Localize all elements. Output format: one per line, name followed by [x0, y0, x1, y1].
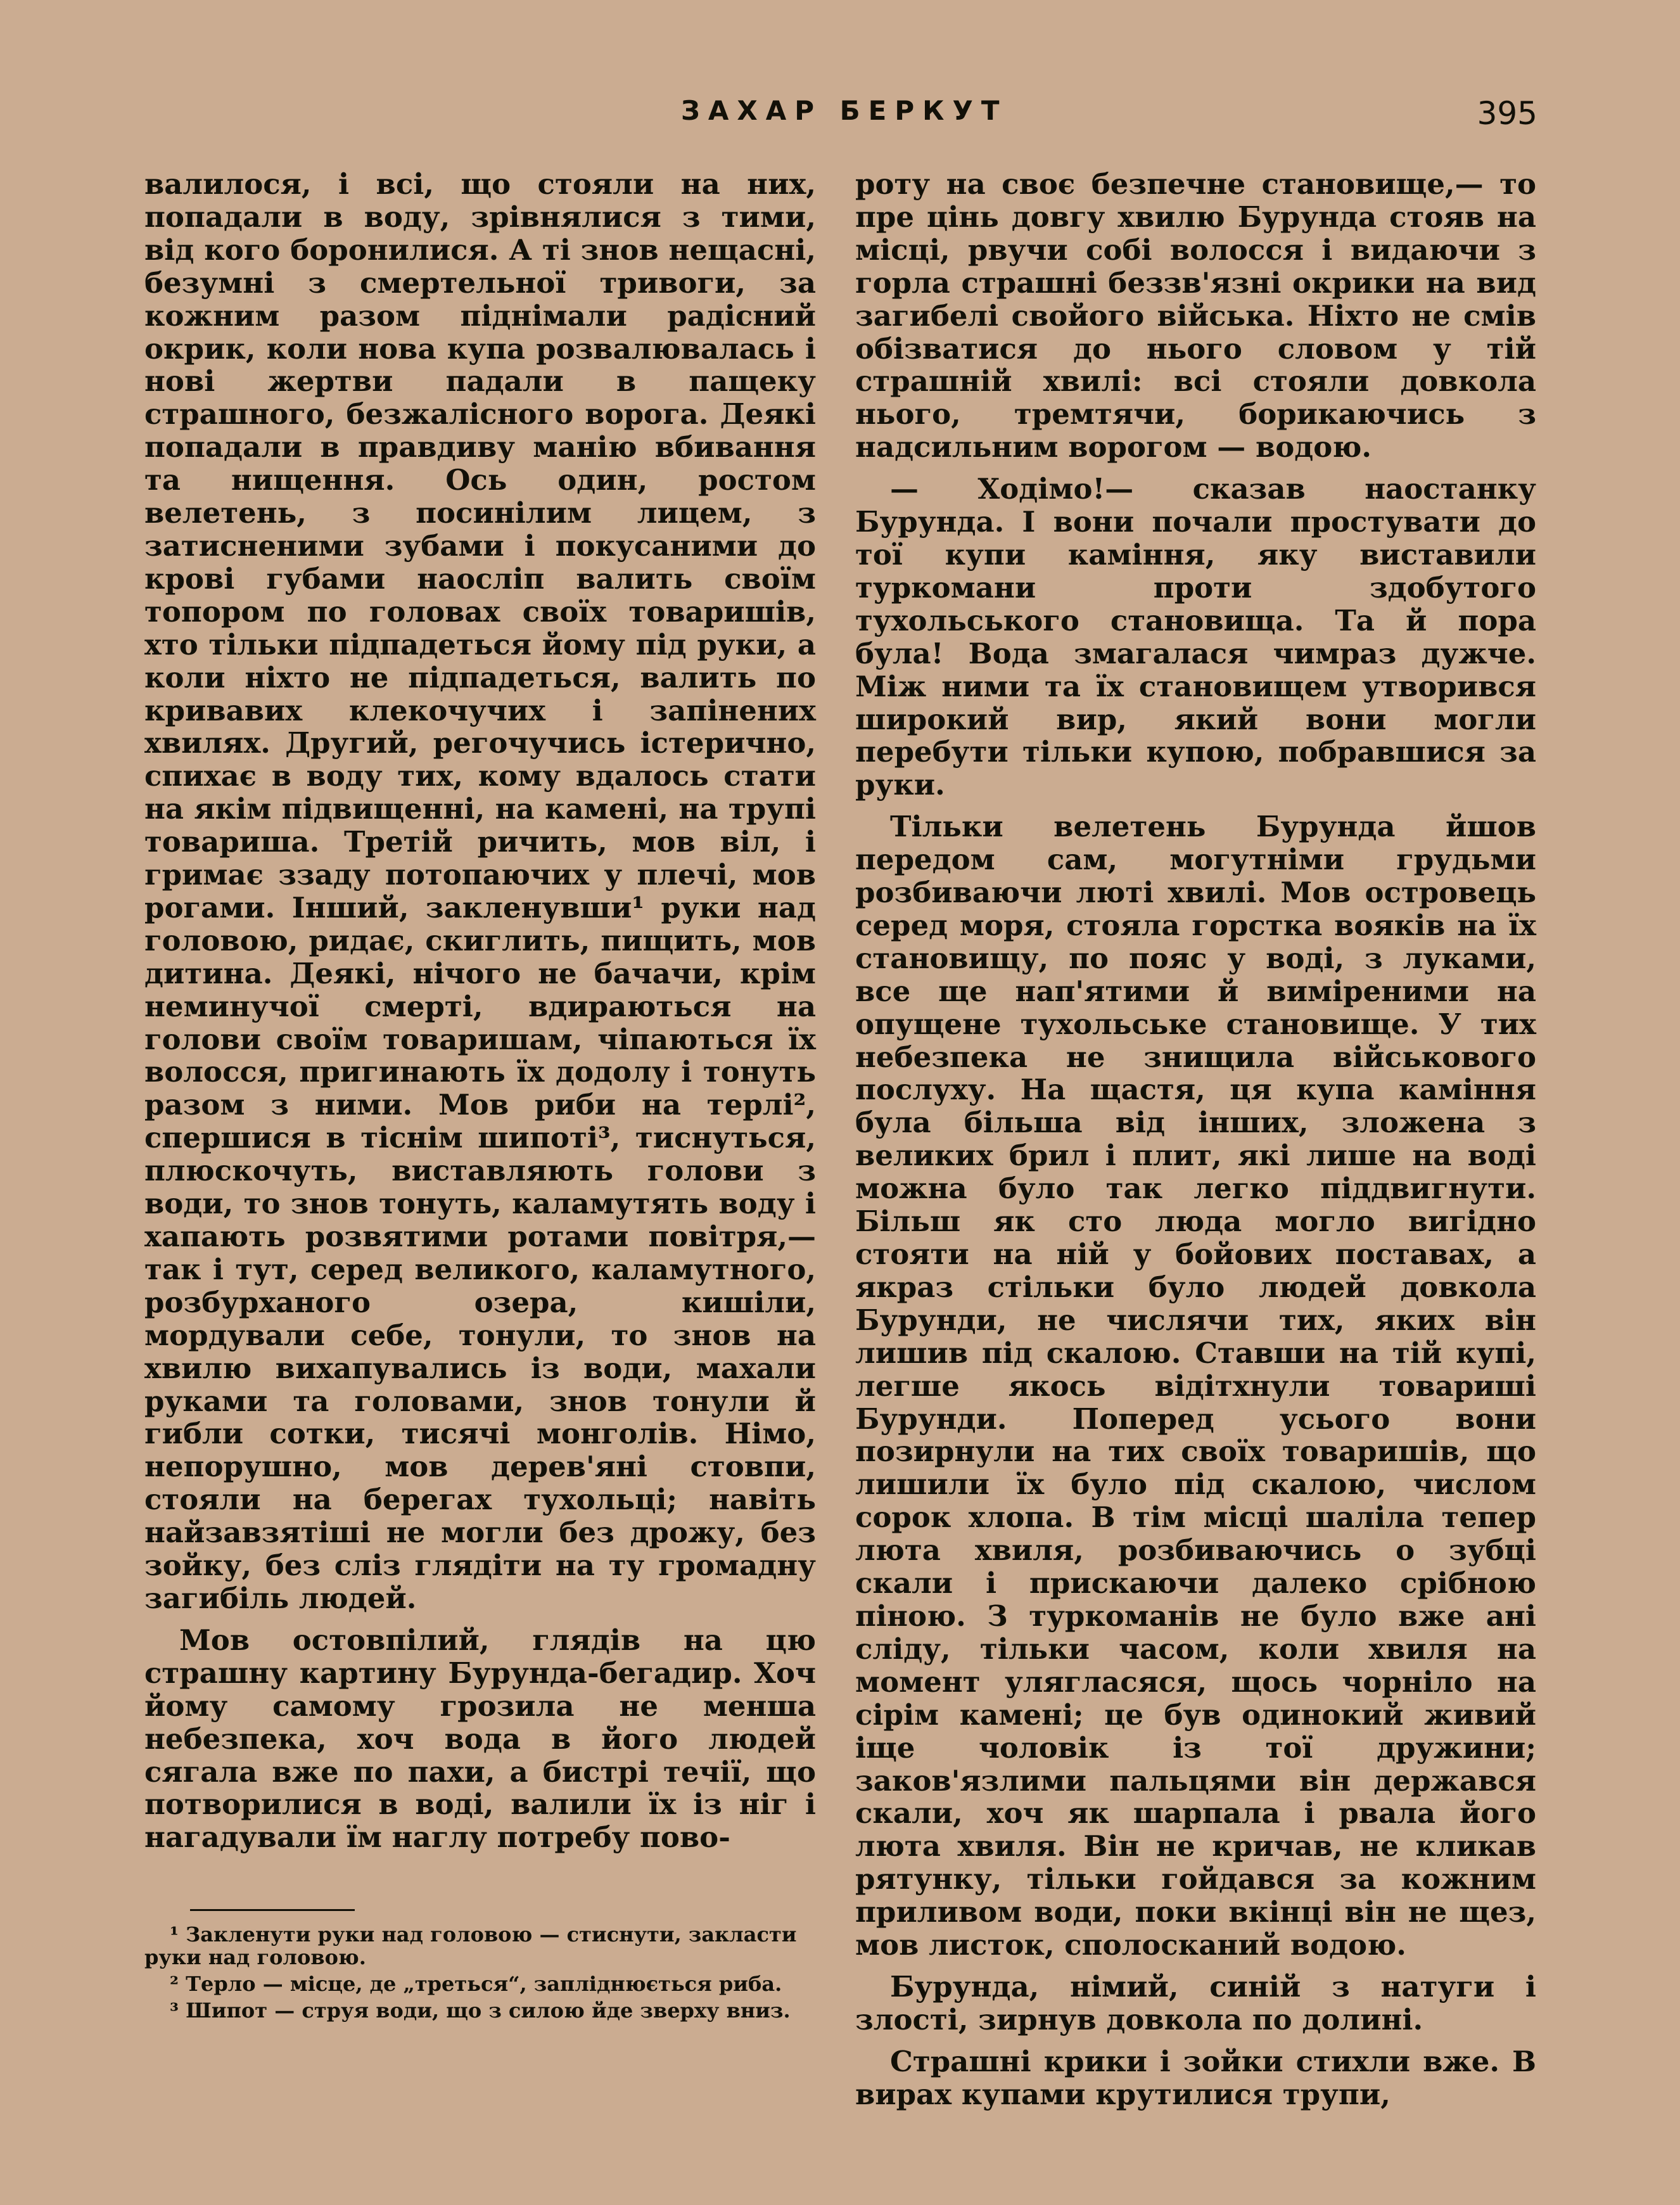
page-number: 395: [1477, 95, 1537, 132]
right-paragraph-5: Страшні крики і зойки стихли вже. В вирах купами крутилися трупи,: [855, 2044, 1536, 2111]
right-column: [855, 168, 1536, 2111]
footnote-1: ¹ Закленути руки над головою — стиснути, закласти руки над головою.: [144, 1922, 797, 1969]
footnote-3: ³ Шипот — струя води, що з силою йде зверху вниз.: [170, 1998, 791, 2023]
running-title: ЗАХАР БЕРКУТ: [681, 95, 1008, 126]
right-paragraph-3: Тільки велетень Бурунда йшов передом сам, могутніми грудьми розбиваючи люті хвилі. Мов островець серед моря, стояла горстка вояків на їх становищу, по пояс у воді, з луками, все ще нап'ятими й виміреними на опущене тухольське становище. У тих небезпека не знищила військового послуху. На щастя, ця купа каміння була більша від інших, зложена з великих брил і плит, які лише на воді можна було так легко піддвигнути. Більш як сто люда могло вигідно стояти на ній у бойових поставах, а якраз стільки було людей довкола Бурунди, не числячи тих, яких він лишив під скалою. Ставши на тій купі, легше якось відітхнули товариші Бурунди. Поперед усього вони позирнули на тих своїх товаришів, що лишили їх було під скалою, числом сорок хлопа. В тім місці шаліла тепер люта хвиля, розбиваючись о зубці скали і прискаючи далеко срібною піною. З туркоманів не було вже ані сліду, тільки часом, коли хвиля на момент улягласяся, щось чорніло на сірім камені; це був одинокий живий іще чоловік із тої дружини; заков'язлими пальцями він держався скали, хоч як шарпала і рвала його люта хвиля. Він не кричав, не кликав рятунку, тільки гойдався за кожним приливом води, поки вкінці він не щез, мов листок, сполосканий водою.: [855, 810, 1536, 1962]
left-paragraph-2: Мов остовпілий, глядів на цю страшну картину Бурунда-бегадир. Хоч йому самому грозила не менша небезпека, хоч вода в його людей сягала вже по пахи, а бистрі течії, що потворилися в воді, валили їх із ніг і нагадували їм наглу потребу пово-: [144, 1623, 816, 1855]
left-paragraph-1: валилося, і всі, що стояли на них, попадали в воду, зрівнялися з тими, від кого боронилися. А ті знов нещасні, безумні з смертельної тривоги, за кожним разом піднімали радісний окрик, коли нова купа розвалювалась і нові жертви падали в пащеку страшного, безжалісного ворога. Деякі попадали в правдиву манію вбивання та нищення. Ось один, ростом велетень, з посинілим лицем, з затисненими зубами і покусаними до крові губами наосліп валить своїм топором по головах своїх товаришів, хто тільки підпадеться йому під руки, а коли ніхто не підпадеться, валить по кривавих клекочучих і запінених хвилях. Другий, регочучись істерично, спихає в воду тих, кому вдалось стати на якім підвищенні, на камені, на трупі товариша. Третій ричить, мов віл, і гримає ззаду потопаючих у плечі, мов рогами. Інший, закленувши¹ руки над головою, ридає, скиглить, пищить, мов дитина. Деякі, нічого не бачачи, крім неминучої смерті, вдираються на голови своїм товаришам, чіпаються їх волосся, пригинають їх додолу і тонуть разом з ними. Мов риби на терлі², спершися в тіснім шипоті³, тиснуться, плюскочуть, виставляють голови з води, то знов тонуть, каламутять воду і хапають розвятими ротами повітря,— так і тут, серед великого, каламутного, розбурханого озера, кишіли, мордували себе, тонули, то знов на хвилю вихапувались із води, махали руками та головами, знов тонули й гибли сотки, тисячі монголів. Німо, непорушно, мов дерев'яні стовпи, стояли на берегах тухольці; навіть найзавзятіші не могли без дрожу, без зойку, без сліз глядіти на ту громадну загибіль людей.: [144, 167, 816, 1615]
footnote-2: ² Терло — місце, де „треться“, запліднюється риба.: [170, 1972, 782, 1996]
right-paragraph-1: роту на своє безпечне становище,— то пре цінь довгу хвилю Бурунда стояв на місці, рвучи собі волосся і видаючи з горла страшні беззв'язні окрики на вид загибелі свойого війська. Ніхто не смів обізватися до нього словом у тій страшній хвилі: всі стояли довкола нього, тремтячи, борикаючись з надсильним ворогом — водою.: [855, 167, 1536, 464]
footnote-rule: [190, 1909, 355, 1911]
footnotes: [144, 1923, 810, 2026]
left-column: [144, 168, 816, 1854]
right-paragraph-2: — Ходімо!— сказав наостанку Бурунда. І вони почали простувати до тої купи каміння, яку виставили туркомани проти здобутого тухольського становища. Та й пора була! Вода змагалася чимраз дужче. Між ними та їх становищем утворився широкий вир, який вони могли перебути тільки купою, побравшися за руки.: [855, 472, 1536, 802]
right-paragraph-4: Бурунда, німий, синій з натуги і злості, зирнув довкола по долині.: [855, 1969, 1536, 2036]
